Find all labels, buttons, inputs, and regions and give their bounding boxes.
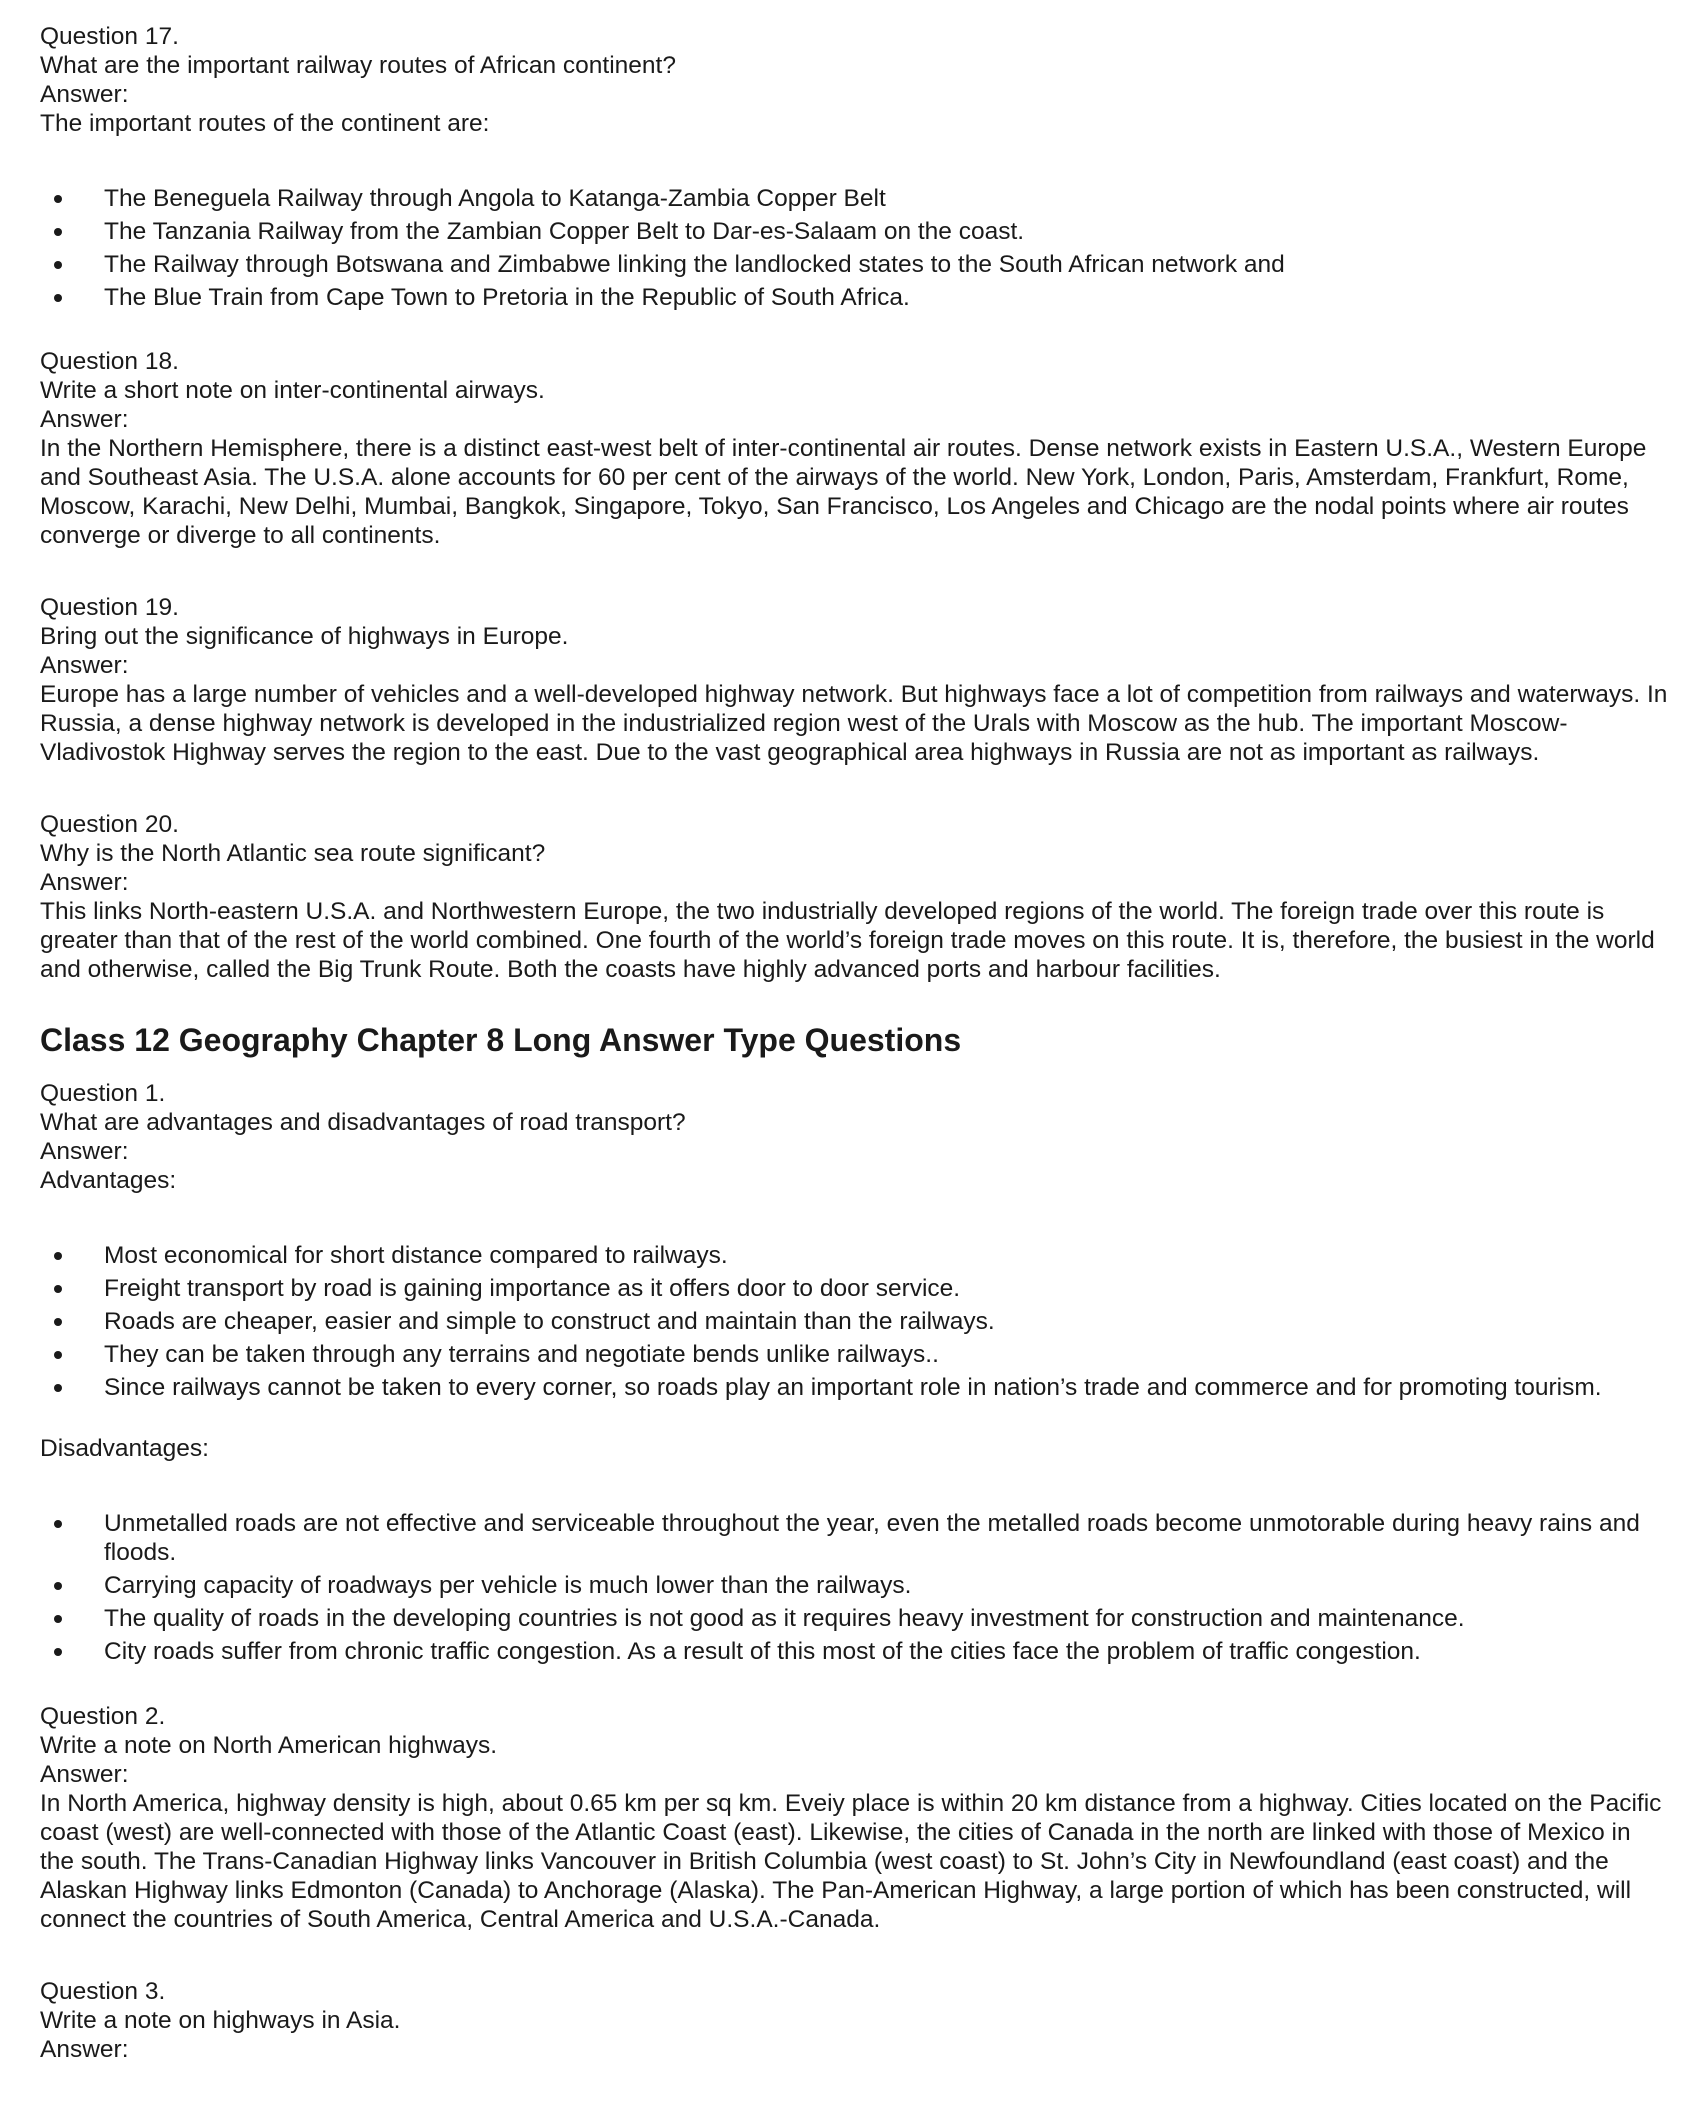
question-label: Question 17. xyxy=(40,23,179,50)
question-label: Question 2. xyxy=(40,1703,166,1730)
question-19 xyxy=(40,593,1670,767)
document-page xyxy=(40,22,1670,2064)
answer-label: Answer: xyxy=(40,869,129,896)
list-item: The Blue Train from Cape Town to Pretoria in the Republic of South Africa. xyxy=(40,283,1670,312)
list-item: Carrying capacity of roadways per vehicle is much lower than the railways. xyxy=(40,1571,1670,1600)
question-text: Write a short note on inter-continental airways. xyxy=(40,377,545,404)
question-label: Question 1. xyxy=(40,1080,166,1107)
answer-text: In North America, highway density is high, about 0.65 km per sq km. Eveiy place is within 20 km distance from a highway. Cities located on the Pacific coast (west) are well-connected with those of the Atlantic Coast (east). Likewise, the cities of Canada in the north are linked with those of Mexico in the south. The Trans-Canadian Highway links Vancouver in British Columbia (west coast) to St. John’s City in Newfoundland (east coast) and the Alaskan Highway links Edmonton (Canada) to Anchorage (Alaska). The Pan-American Highway, a large portion of which has been constructed, will connect the countries of South America, Central America and U.S.A.-Canada. xyxy=(40,1790,1662,1933)
answer-label: Answer: xyxy=(40,1138,129,1165)
question-text: Why is the North Atlantic sea route significant? xyxy=(40,840,546,867)
advantages-list xyxy=(40,1241,1670,1402)
long-question-2 xyxy=(40,1702,1670,1934)
list-item: The Railway through Botswana and Zimbabwe linking the landlocked states to the South African network and xyxy=(40,250,1670,279)
long-question-3 xyxy=(40,1977,1670,2064)
question-20 xyxy=(40,810,1670,984)
list-item: Since railways cannot be taken to every corner, so roads play an important role in nation’s trade and commerce and for promoting tourism. xyxy=(40,1373,1670,1402)
answer-label: Answer: xyxy=(40,406,129,433)
question-label: Question 3. xyxy=(40,1978,166,2005)
answer-label: Answer: xyxy=(40,2036,129,2063)
railway-routes-list xyxy=(40,184,1670,312)
list-item: Roads are cheaper, easier and simple to construct and maintain than the railways. xyxy=(40,1307,1670,1336)
answer-label: Answer: xyxy=(40,81,129,108)
question-text: Bring out the significance of highways in Europe. xyxy=(40,623,569,650)
question-18 xyxy=(40,347,1670,550)
question-17 xyxy=(40,22,1670,312)
answer-text: In the Northern Hemisphere, there is a distinct east-west belt of inter-continental air routes. Dense network exists in Eastern U.S.A., Western Europe and Southeast Asia. The U.S.A. alone accounts for 60 per cent of the airways of the world. New York, London, Paris, Amsterdam, Frankfurt, Rome, Moscow, Karachi, New Delhi, Mumbai, Bangkok, Singapore, Tokyo, San Francisco, Los Angeles and Chicago are the nodal points where air routes converge or diverge to all continents. xyxy=(40,435,1647,549)
list-item: Unmetalled roads are not effective and serviceable throughout the year, even the metalled roads become unmotorable during heavy rains and floods. xyxy=(40,1509,1670,1567)
question-label: Question 18. xyxy=(40,348,179,375)
answer-label: Answer: xyxy=(40,652,129,679)
advantages-label: Advantages: xyxy=(40,1167,177,1194)
disadvantages-label: Disadvantages: xyxy=(40,1435,209,1462)
answer-text: Europe has a large number of vehicles and a well-developed highway network. But highways face a lot of competition from railways and waterways. In Russia, a dense highway network is developed in the industrialized region west of the Urals with Moscow as the hub. The important Moscow-Vladivostok Highway serves the region to the east. Due to the vast geographical area highways in Russia are not as important as railways. xyxy=(40,681,1668,766)
question-label: Question 19. xyxy=(40,594,179,621)
long-question-1 xyxy=(40,1079,1670,1666)
question-text: Write a note on North American highways. xyxy=(40,1732,498,1759)
question-text: What are the important railway routes of African continent? xyxy=(40,52,676,79)
list-item: Most economical for short distance compared to railways. xyxy=(40,1241,1670,1270)
answer-intro: The important routes of the continent are: xyxy=(40,110,490,137)
question-text: Write a note on highways in Asia. xyxy=(40,2007,401,2034)
list-item: The Beneguela Railway through Angola to Katanga-Zambia Copper Belt xyxy=(40,184,1670,213)
list-item: Freight transport by road is gaining importance as it offers door to door service. xyxy=(40,1274,1670,1303)
answer-label: Answer: xyxy=(40,1761,129,1788)
list-item: The Tanzania Railway from the Zambian Copper Belt to Dar-es-Salaam on the coast. xyxy=(40,217,1670,246)
list-item: City roads suffer from chronic traffic congestion. As a result of this most of the cities face the problem of traffic congestion. xyxy=(40,1637,1670,1666)
list-item: The quality of roads in the developing countries is not good as it requires heavy investment for construction and maintenance. xyxy=(40,1604,1670,1633)
question-label: Question 20. xyxy=(40,811,179,838)
answer-text: This links North-eastern U.S.A. and Northwestern Europe, the two industrially developed regions of the world. The foreign trade over this route is greater than that of the rest of the world combined. One fourth of the world’s foreign trade moves on this route. It is, therefore, the busiest in the world and otherwise, called the Big Trunk Route. Both the coasts have highly advanced ports and harbour facilities. xyxy=(40,898,1655,983)
disadvantages-list xyxy=(40,1509,1670,1666)
list-item: They can be taken through any terrains and negotiate bends unlike railways.. xyxy=(40,1340,1670,1369)
question-text: What are advantages and disadvantages of road transport? xyxy=(40,1109,686,1136)
section-heading: Class 12 Geography Chapter 8 Long Answer Type Questions xyxy=(40,1022,962,1058)
